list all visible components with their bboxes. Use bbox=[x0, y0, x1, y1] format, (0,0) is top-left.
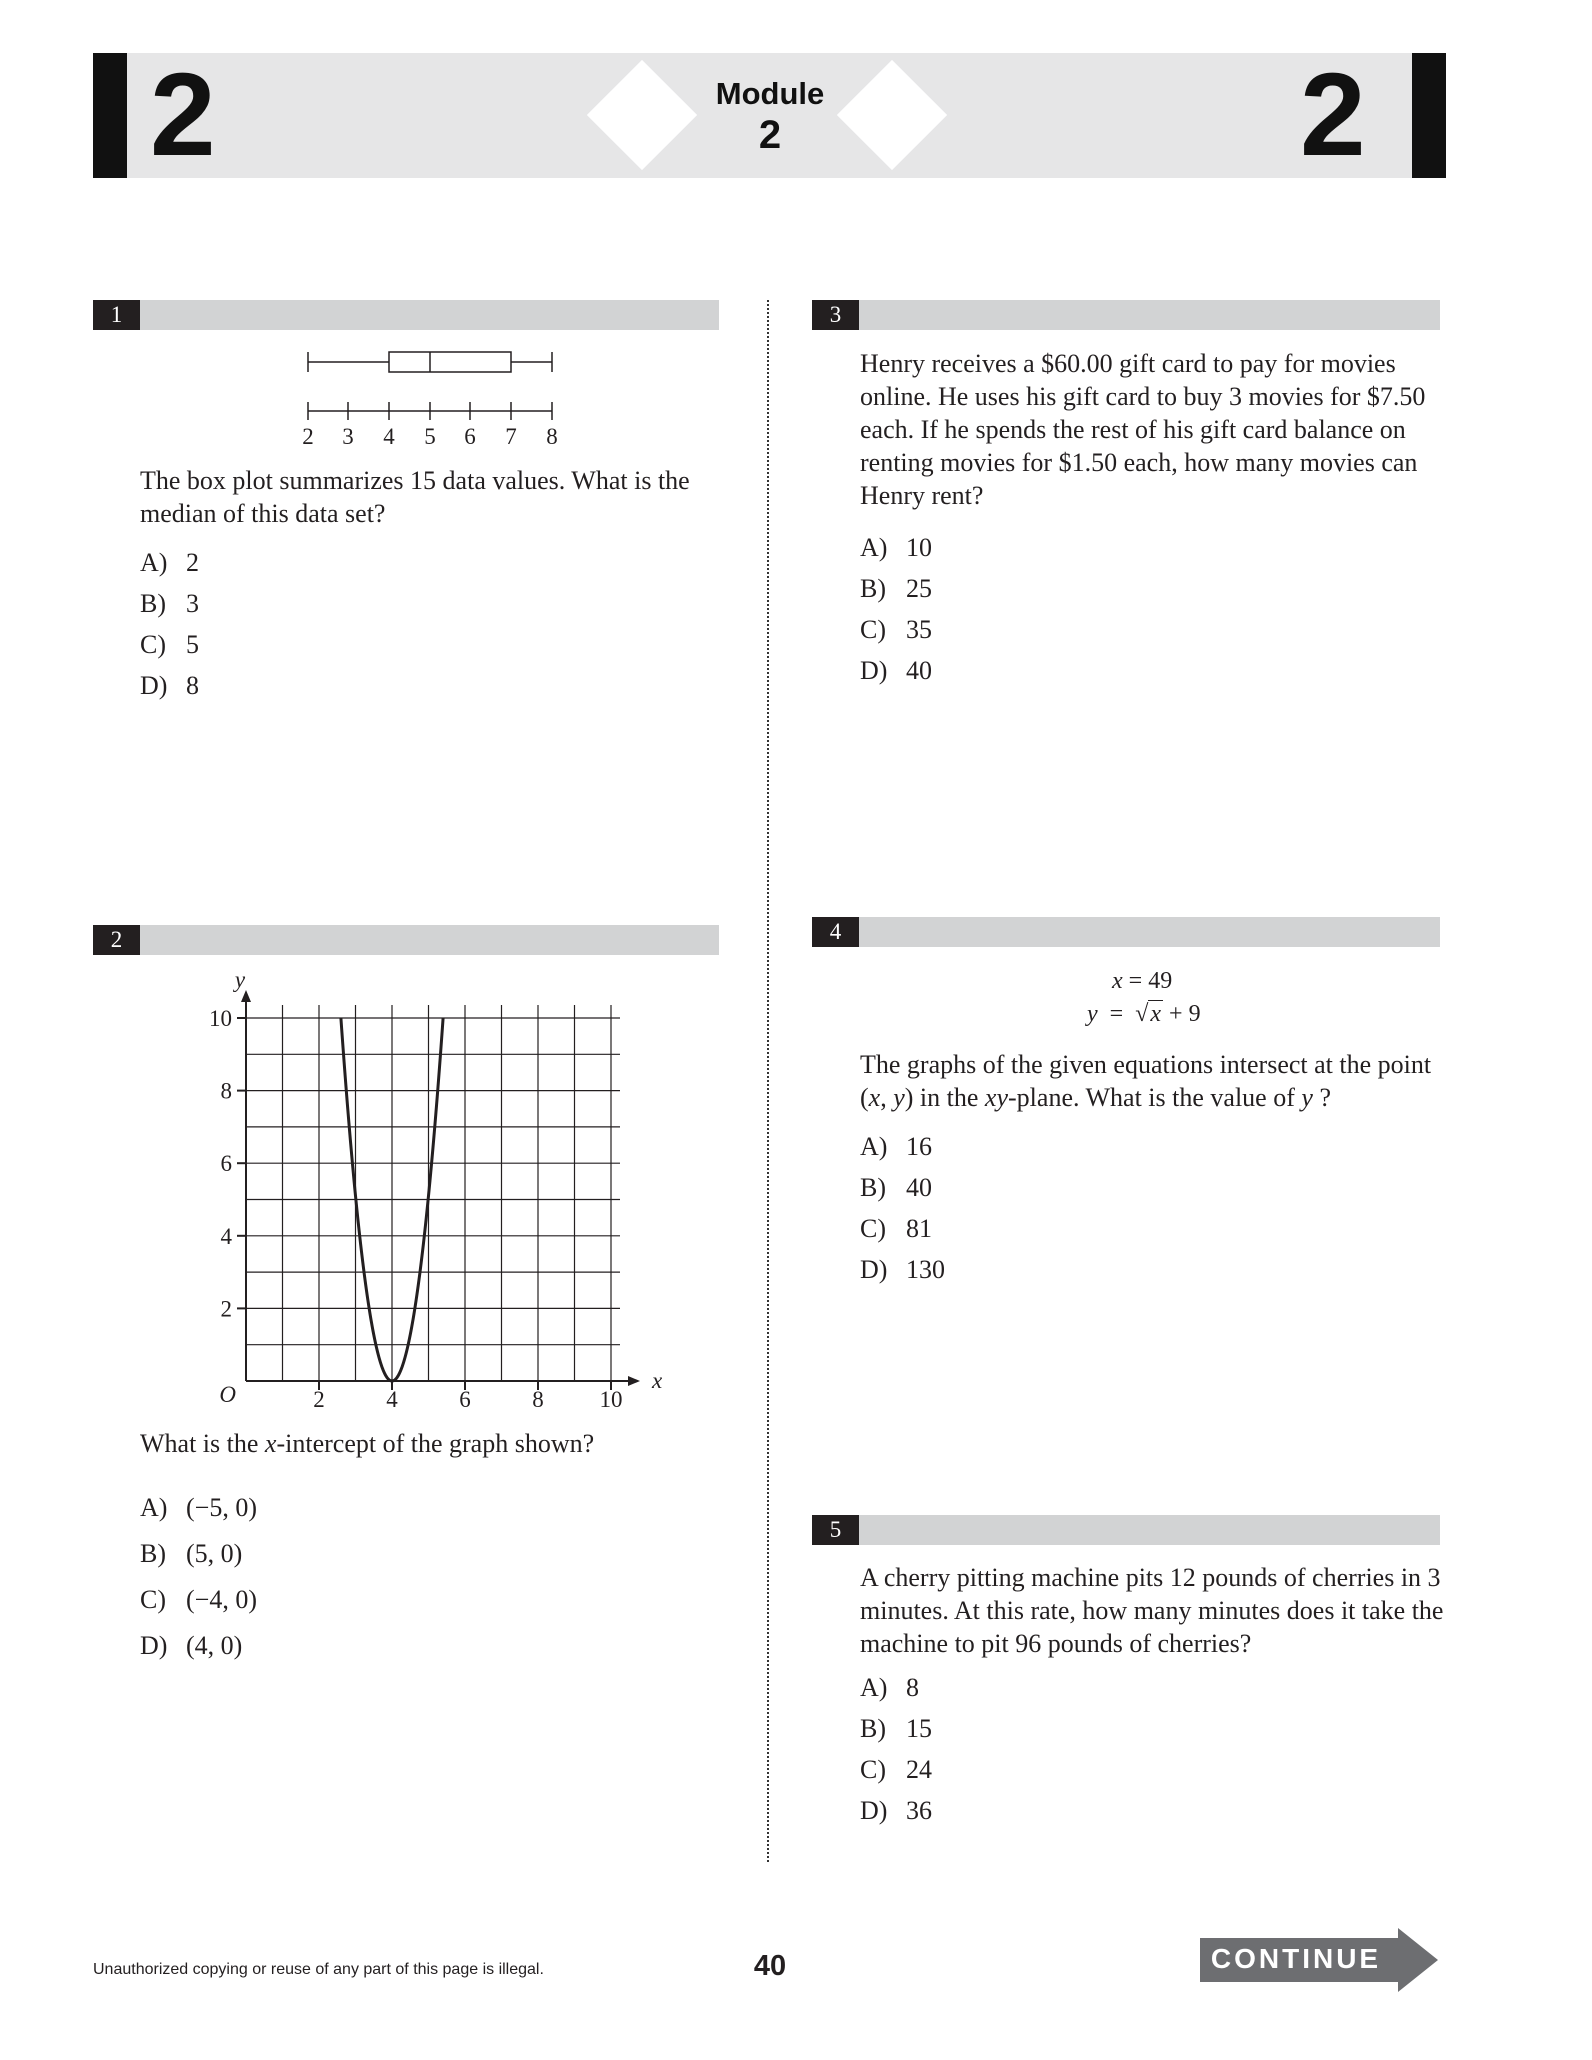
equation-2-equals: = bbox=[1109, 1001, 1124, 1027]
question-2-bar bbox=[93, 925, 719, 955]
parabola-graph bbox=[190, 960, 663, 1415]
question-3-choice-b[interactable] bbox=[860, 572, 932, 605]
choice-value: (4, 0) bbox=[186, 1631, 243, 1660]
box-plot-tick-label: 4 bbox=[383, 424, 395, 449]
sqrt-symbol: √ bbox=[1135, 1001, 1149, 1027]
choice-value: 40 bbox=[906, 1173, 932, 1202]
choice-value: 25 bbox=[906, 574, 932, 603]
question-2-choice-b[interactable] bbox=[140, 1537, 242, 1570]
choice-value: 35 bbox=[906, 615, 932, 644]
question-1-choice-c[interactable] bbox=[140, 628, 199, 661]
y-tick-label: 8 bbox=[220, 1078, 232, 1104]
choice-value: 15 bbox=[906, 1714, 932, 1743]
choice-letter: D) bbox=[140, 671, 168, 700]
question-1-choice-a[interactable] bbox=[140, 546, 199, 579]
question-1-choice-d[interactable] bbox=[140, 669, 199, 702]
x-tick-label: 6 bbox=[459, 1387, 471, 1412]
choice-value: 10 bbox=[906, 533, 932, 562]
choice-letter: D) bbox=[860, 1255, 888, 1284]
choice-value: (5, 0) bbox=[186, 1539, 243, 1568]
variable-x: x bbox=[868, 1083, 881, 1112]
graph-grid bbox=[246, 1005, 620, 1381]
equation-1-lhs: x bbox=[1112, 968, 1123, 994]
question-5-choice-b[interactable] bbox=[860, 1712, 932, 1745]
question-4-text bbox=[860, 1048, 1450, 1114]
y-tick-label: 6 bbox=[220, 1151, 232, 1177]
question-2-text bbox=[140, 1427, 740, 1460]
question-5-choice-d[interactable] bbox=[860, 1794, 932, 1827]
question-3-text: Henry receives a $60.00 gift card to pay for movies online. He uses his gift card to buy 3 movies for $7.50 each. If he spends the rest of his gift card balance on renting movies for $1.50 each, how many movies can Henry rent? bbox=[860, 349, 1426, 510]
choice-value: (−4, 0) bbox=[186, 1585, 257, 1614]
section-number-right: 2 bbox=[1300, 49, 1366, 181]
question-5-number: 5 bbox=[812, 1515, 859, 1545]
box-plot-tick-label: 5 bbox=[424, 424, 436, 449]
choice-letter: D) bbox=[140, 1631, 168, 1660]
variable-y: y bbox=[893, 1083, 905, 1112]
box-plot-tick-label: 7 bbox=[505, 424, 517, 449]
question-2-choice-d[interactable] bbox=[140, 1629, 242, 1662]
x-axis-label: x bbox=[652, 1368, 663, 1393]
equation-1-rhs: = 49 bbox=[1128, 968, 1173, 994]
question-4-number: 4 bbox=[812, 917, 859, 947]
question-3-bar bbox=[812, 300, 1440, 330]
choice-value: (−5, 0) bbox=[186, 1493, 257, 1522]
variable-xy: xy bbox=[984, 1083, 1009, 1112]
box-plot-box bbox=[389, 352, 511, 372]
choice-letter: C) bbox=[140, 630, 166, 659]
choice-value: 8 bbox=[906, 1673, 919, 1702]
question-2-text-pre: What is the bbox=[140, 1429, 265, 1458]
y-tick-label: 10 bbox=[209, 1006, 232, 1031]
equation-2-lhs: y bbox=[1087, 1001, 1098, 1027]
box-plot-tick-label: 2 bbox=[302, 424, 314, 449]
choice-value: 16 bbox=[906, 1132, 932, 1161]
question-4-text-part: ? bbox=[1312, 1083, 1331, 1112]
y-tick-label: 4 bbox=[220, 1223, 232, 1249]
variable-x: x bbox=[264, 1429, 277, 1458]
choice-value: 81 bbox=[906, 1214, 932, 1243]
question-3-choice-a[interactable] bbox=[860, 531, 932, 564]
x-tick-label: 2 bbox=[313, 1387, 325, 1412]
choice-letter: C) bbox=[860, 1755, 886, 1784]
module-title: Module bbox=[715, 76, 825, 111]
header-left-bar bbox=[93, 53, 127, 178]
section-number-left: 2 bbox=[150, 49, 216, 181]
choice-value: 3 bbox=[186, 589, 199, 618]
question-1-bar bbox=[93, 300, 719, 330]
box-plot-tick-label: 3 bbox=[342, 424, 354, 449]
question-2-text-post: -intercept of the graph shown? bbox=[276, 1429, 595, 1458]
box-plot-tick-label: 6 bbox=[464, 424, 476, 449]
choice-value: 24 bbox=[906, 1755, 932, 1784]
choice-letter: A) bbox=[140, 1493, 168, 1522]
choice-value: 8 bbox=[186, 671, 199, 700]
choice-value: 5 bbox=[186, 630, 199, 659]
column-divider bbox=[767, 300, 769, 1862]
question-1-number: 1 bbox=[93, 300, 140, 330]
question-4-text-part: The graphs of the given equations intersect at the point ( bbox=[860, 1050, 1432, 1112]
question-4-text-part: -plane. What is the value of bbox=[1008, 1083, 1302, 1112]
y-axis-label: y bbox=[234, 967, 246, 992]
question-3-choice-d[interactable] bbox=[860, 654, 932, 687]
x-axis-arrow bbox=[628, 1376, 640, 1386]
graph-axes bbox=[237, 1000, 630, 1390]
choice-value: 130 bbox=[906, 1255, 945, 1284]
choice-letter: D) bbox=[860, 1796, 888, 1825]
header-right-bar bbox=[1412, 53, 1446, 178]
question-2-choice-c[interactable] bbox=[140, 1583, 257, 1616]
choice-letter: C) bbox=[860, 1214, 886, 1243]
x-tick-label: 8 bbox=[532, 1387, 544, 1412]
question-4-choice-b[interactable] bbox=[860, 1171, 932, 1204]
x-tick-label: 4 bbox=[386, 1387, 398, 1412]
question-1-choice-b[interactable] bbox=[140, 587, 199, 620]
choice-letter: B) bbox=[140, 1539, 166, 1568]
question-4-text-part: ) in the bbox=[904, 1083, 985, 1112]
question-1-text: The box plot summarizes 15 data values. What is the median of this data set? bbox=[140, 466, 690, 528]
variable-y: y bbox=[1301, 1083, 1313, 1112]
question-5-choice-c[interactable] bbox=[860, 1753, 932, 1786]
box-plot-tick-label: 8 bbox=[546, 424, 558, 449]
equation-2-radicand: x bbox=[1150, 1001, 1162, 1027]
origin-label: O bbox=[219, 1382, 236, 1407]
question-2-number: 2 bbox=[93, 925, 140, 955]
choice-letter: C) bbox=[860, 615, 886, 644]
question-5-bar bbox=[812, 1515, 1440, 1545]
choice-letter: C) bbox=[140, 1585, 166, 1614]
question-3-number: 3 bbox=[812, 300, 859, 330]
choice-letter: A) bbox=[860, 1673, 888, 1702]
choice-value: 36 bbox=[906, 1796, 932, 1825]
y-tick-label: 2 bbox=[220, 1296, 232, 1322]
choice-letter: A) bbox=[140, 548, 168, 577]
choice-value: 2 bbox=[186, 548, 199, 577]
question-5-choice-a[interactable] bbox=[860, 1671, 919, 1704]
question-4-choice-d[interactable] bbox=[860, 1253, 945, 1286]
choice-letter: A) bbox=[860, 1132, 888, 1161]
choice-letter: A) bbox=[860, 533, 888, 562]
question-4-bar bbox=[812, 917, 1440, 947]
choice-value: 40 bbox=[906, 656, 932, 685]
question-4-text-part: , bbox=[880, 1083, 894, 1112]
copyright-notice: Unauthorized copying or reuse of any part of this page is illegal. bbox=[93, 1961, 544, 1978]
question-4-choice-c[interactable] bbox=[860, 1212, 932, 1245]
question-3-choice-c[interactable] bbox=[860, 613, 932, 646]
choice-letter: D) bbox=[860, 656, 888, 685]
module-number: 2 bbox=[758, 113, 782, 157]
choice-letter: B) bbox=[860, 574, 886, 603]
question-5-text: A cherry pitting machine pits 12 pounds of cherries in 3 minutes. At this rate, how many minutes does it take the machine to pit 96 pounds of cherries? bbox=[860, 1563, 1444, 1658]
page-number: 40 bbox=[753, 1950, 787, 1982]
equation-2 bbox=[1087, 998, 1201, 1030]
choice-letter: B) bbox=[140, 589, 166, 618]
choice-letter: B) bbox=[860, 1173, 886, 1202]
x-tick-label: 10 bbox=[599, 1387, 623, 1412]
equation-1 bbox=[1112, 965, 1172, 997]
continue-label: CONTINUE bbox=[1210, 1943, 1382, 1974]
equation-2-rest: + 9 bbox=[1169, 1001, 1201, 1027]
box-plot-figure bbox=[290, 340, 580, 455]
question-2-choice-a[interactable] bbox=[140, 1491, 257, 1524]
choice-letter: B) bbox=[860, 1714, 886, 1743]
question-4-choice-a[interactable] bbox=[860, 1130, 932, 1163]
